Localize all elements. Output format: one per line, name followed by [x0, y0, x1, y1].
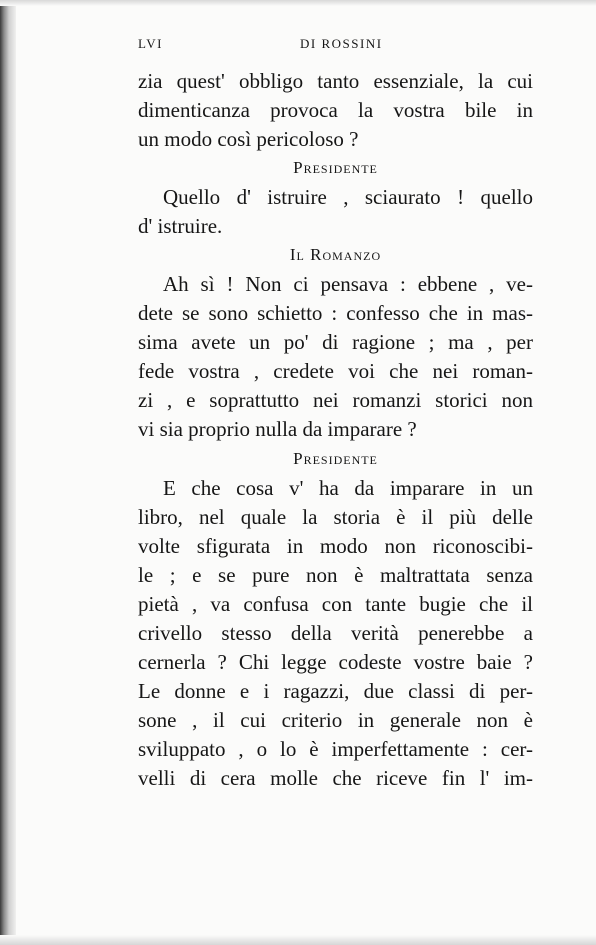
text-line: Quello d' istruire , sciaurato ! quello: [163, 185, 533, 209]
text-line: cernerla ? Chi legge codeste vostre baie ?: [138, 650, 533, 674]
text-line: vi sia proprio nulla da imparare ?: [138, 417, 417, 441]
text-line: libro, nel quale la storia è il più delle: [138, 505, 533, 529]
text-line: Ah sì ! Non ci pensava : ebbene , ve-: [163, 272, 533, 296]
text-line: zia quest' obbligo tanto essenziale, la cui: [138, 69, 533, 93]
text-line: E che cosa v' ha da imparare in un: [163, 476, 533, 500]
text-line: volte sfigurata in modo non riconoscibi-: [138, 534, 533, 558]
text-line: pietà , va confusa con tante bugie che il: [138, 592, 533, 616]
text-line: dete se sono schietto : confesso che in mas-: [138, 301, 533, 325]
speaker-heading: Presidente: [293, 449, 378, 468]
text-line: sima avete un po' di ragione ; ma , per: [138, 330, 533, 354]
text-line: sviluppato , o lo è imperfettamente : cer-: [138, 737, 533, 761]
text-line: dimenticanza provoca la vostra bile in: [138, 98, 533, 122]
text-line: velli di cera molle che riceve fin l' im-: [138, 766, 533, 790]
page-header: [138, 36, 533, 56]
text-line: d' istruire.: [138, 214, 223, 238]
running-head: DI ROSSINI: [300, 36, 383, 51]
text-line: zi , e soprattutto nei romanzi storici non: [138, 388, 533, 412]
speaker-heading: Presidente: [293, 158, 378, 177]
page-number: LVI: [138, 36, 163, 51]
page-bottom-edge: [0, 935, 596, 945]
text-line: crivello stesso della verità penerebbe a: [138, 621, 533, 645]
text-line: Le donne e i ragazzi, due classi di per-: [138, 679, 533, 703]
page-binding-shadow: [0, 0, 16, 945]
text-line: fede vostra , credete voi che nei roman-: [138, 359, 533, 383]
page-top-edge: [0, 0, 596, 6]
text-line: le ; e se pure non è maltrattata senza: [138, 563, 533, 587]
text-line: un modo così pericoloso ?: [138, 127, 359, 151]
text-line: sone , il cui criterio in generale non è: [138, 708, 533, 732]
speaker-heading: Il Romanzo: [289, 245, 382, 264]
